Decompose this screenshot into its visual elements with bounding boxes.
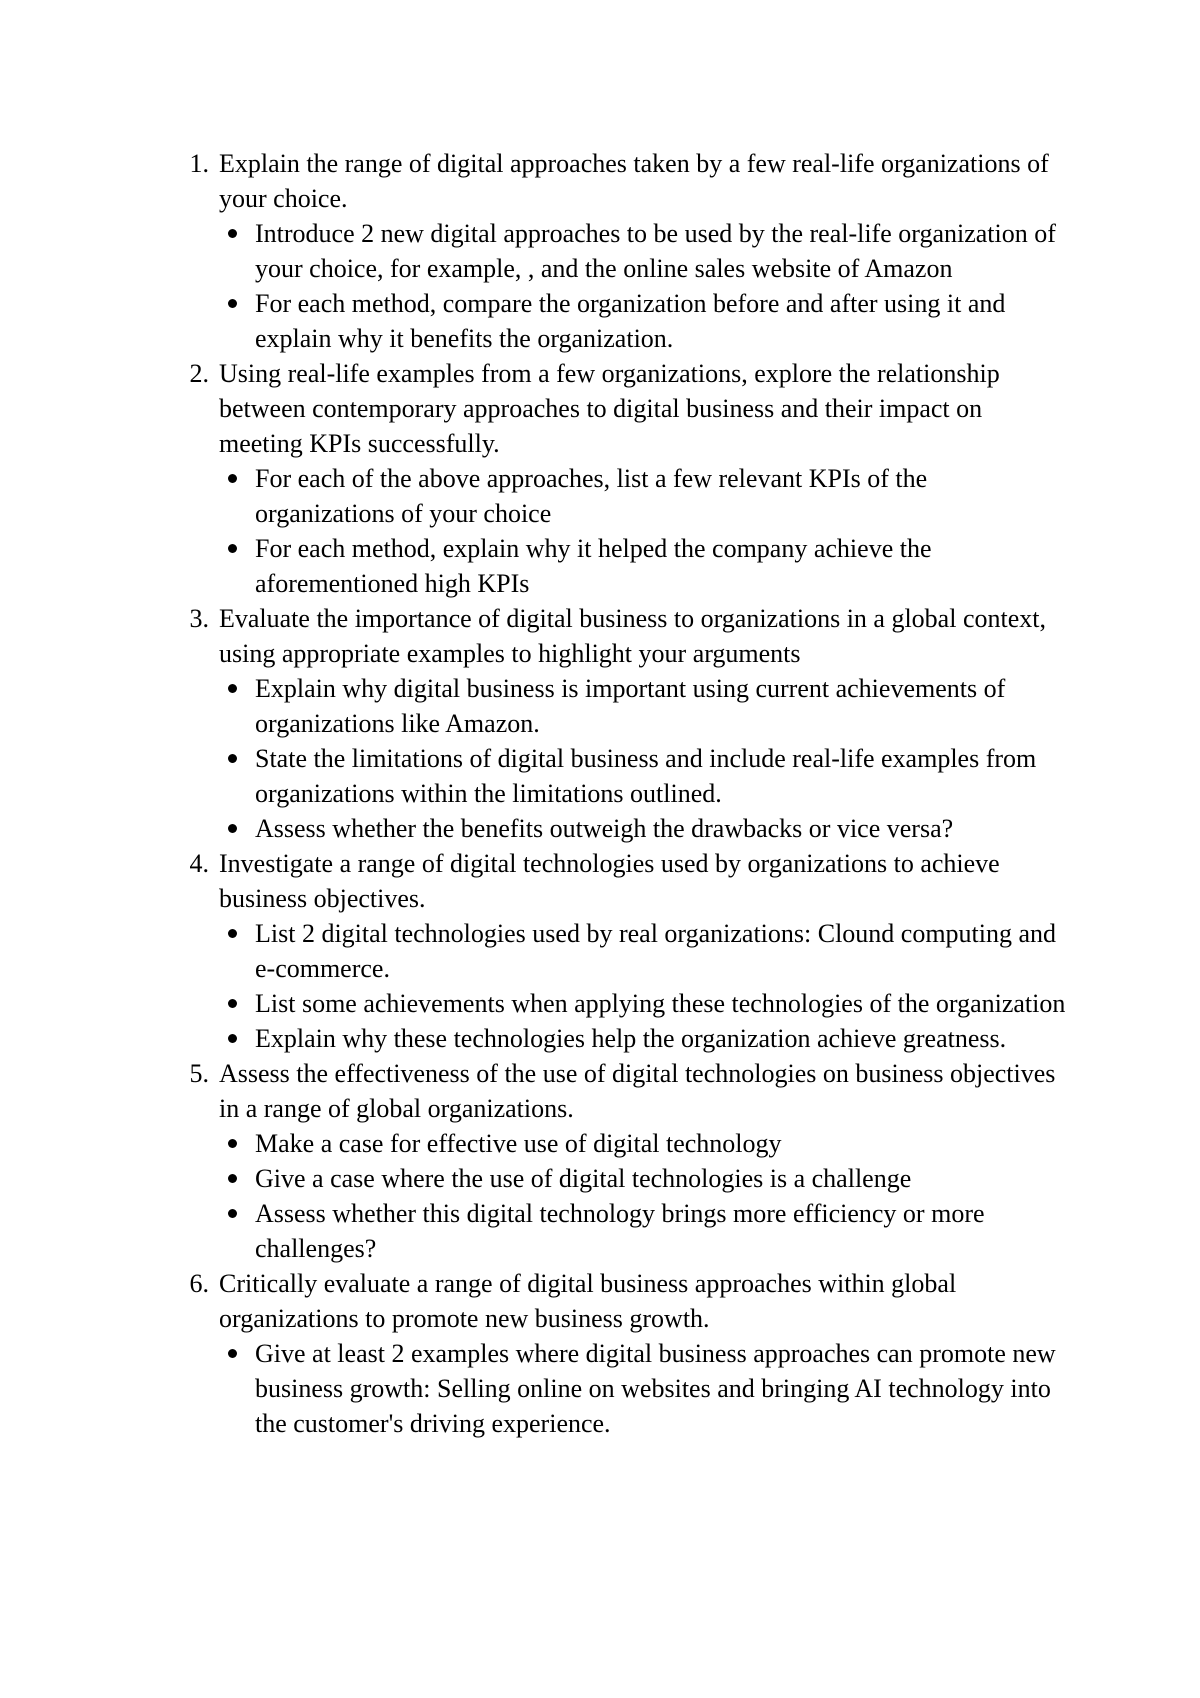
sub-point-text: List some achievements when applying these technologies of the organization bbox=[255, 989, 1066, 1018]
sub-point-item bbox=[255, 1336, 1069, 1441]
sub-point-item bbox=[255, 461, 1069, 531]
sub-point-item bbox=[255, 916, 1069, 986]
sub-point-text: List 2 digital technologies used by real organizations: Clound computing and e-commerce. bbox=[255, 919, 1057, 983]
sub-point-item bbox=[255, 1196, 1069, 1266]
bullet-icon bbox=[228, 1139, 237, 1148]
question-text: Explain the range of digital approaches taken by a few real-life organizations of your choice. bbox=[219, 149, 1049, 213]
question-list bbox=[189, 146, 1069, 1441]
bullet-icon bbox=[228, 929, 237, 938]
sub-point-item bbox=[255, 811, 1069, 846]
sub-point-text: Make a case for effective use of digital technology bbox=[255, 1129, 782, 1158]
sub-point-item bbox=[255, 286, 1069, 356]
bullet-icon bbox=[228, 754, 237, 763]
sub-point-text: For each method, compare the organization before and after using it and explain why it benefits the organization. bbox=[255, 289, 1006, 353]
bullet-icon bbox=[228, 474, 237, 483]
sub-point-item bbox=[255, 531, 1069, 601]
sub-point-item bbox=[255, 986, 1069, 1021]
sub-point-text: Introduce 2 new digital approaches to be used by the real-life organization of your choice, for example, , and the online sales website of Amazon bbox=[255, 219, 1056, 283]
question-text: Critically evaluate a range of digital business approaches within global organizations to promote new business growth. bbox=[219, 1269, 957, 1333]
question-item-5 bbox=[189, 1056, 1069, 1266]
sub-point-item bbox=[255, 741, 1069, 811]
sub-point-text: Give a case where the use of digital technologies is a challenge bbox=[255, 1164, 912, 1193]
sub-point-text: Assess whether the benefits outweigh the drawbacks or vice versa? bbox=[255, 814, 954, 843]
bullet-icon bbox=[228, 229, 237, 238]
bullet-icon bbox=[228, 1034, 237, 1043]
question-number: 3. bbox=[189, 604, 209, 633]
question-item-6 bbox=[189, 1266, 1069, 1441]
sub-point-item bbox=[255, 1161, 1069, 1196]
sub-point-text: Assess whether this digital technology brings more efficiency or more challenges? bbox=[255, 1199, 985, 1263]
question-text: Investigate a range of digital technologies used by organizations to achieve business objectives. bbox=[219, 849, 1000, 913]
sub-point-list bbox=[219, 216, 1069, 356]
question-item-1 bbox=[189, 146, 1069, 356]
question-number: 4. bbox=[189, 849, 209, 878]
question-number: 6. bbox=[189, 1269, 209, 1298]
bullet-icon bbox=[228, 824, 237, 833]
sub-point-list bbox=[219, 671, 1069, 846]
question-item-2 bbox=[189, 356, 1069, 601]
sub-point-item bbox=[255, 1126, 1069, 1161]
question-text: Assess the effectiveness of the use of digital technologies on business objectives in a range of global organizations. bbox=[219, 1059, 1056, 1123]
sub-point-text: Explain why these technologies help the organization achieve greatness. bbox=[255, 1024, 1007, 1053]
bullet-icon bbox=[228, 684, 237, 693]
sub-point-list bbox=[219, 1126, 1069, 1266]
sub-point-text: Explain why digital business is important using current achievements of organizations like Amazon. bbox=[255, 674, 1006, 738]
question-number: 5. bbox=[189, 1059, 209, 1088]
question-text: Evaluate the importance of digital business to organizations in a global context, using appropriate examples to highlight your arguments bbox=[219, 604, 1046, 668]
bullet-icon bbox=[228, 1209, 237, 1218]
sub-point-list bbox=[219, 461, 1069, 601]
sub-point-text: Give at least 2 examples where digital business approaches can promote new business growth: Selling online on websites and bringing AI technology into the customer's driving experience. bbox=[255, 1339, 1056, 1438]
sub-point-item bbox=[255, 671, 1069, 741]
sub-point-text: State the limitations of digital business and include real-life examples from organizations within the limitations outlined. bbox=[255, 744, 1037, 808]
question-number: 2. bbox=[189, 359, 209, 388]
question-item-3 bbox=[189, 601, 1069, 846]
sub-point-text: For each of the above approaches, list a few relevant KPIs of the organizations of your choice bbox=[255, 464, 928, 528]
sub-point-item bbox=[255, 216, 1069, 286]
question-text: Using real-life examples from a few organizations, explore the relationship between contemporary approaches to digital business and their impact on meeting KPIs successfully. bbox=[219, 359, 1000, 458]
question-number: 1. bbox=[189, 149, 209, 178]
bullet-icon bbox=[228, 544, 237, 553]
bullet-icon bbox=[228, 999, 237, 1008]
sub-point-list bbox=[219, 916, 1069, 1056]
bullet-icon bbox=[228, 1174, 237, 1183]
question-item-4 bbox=[189, 846, 1069, 1056]
sub-point-item bbox=[255, 1021, 1069, 1056]
sub-point-text: For each method, explain why it helped the company achieve the aforementioned high KPIs bbox=[255, 534, 932, 598]
bullet-icon bbox=[228, 299, 237, 308]
sub-point-list bbox=[219, 1336, 1069, 1441]
bullet-icon bbox=[228, 1349, 237, 1358]
